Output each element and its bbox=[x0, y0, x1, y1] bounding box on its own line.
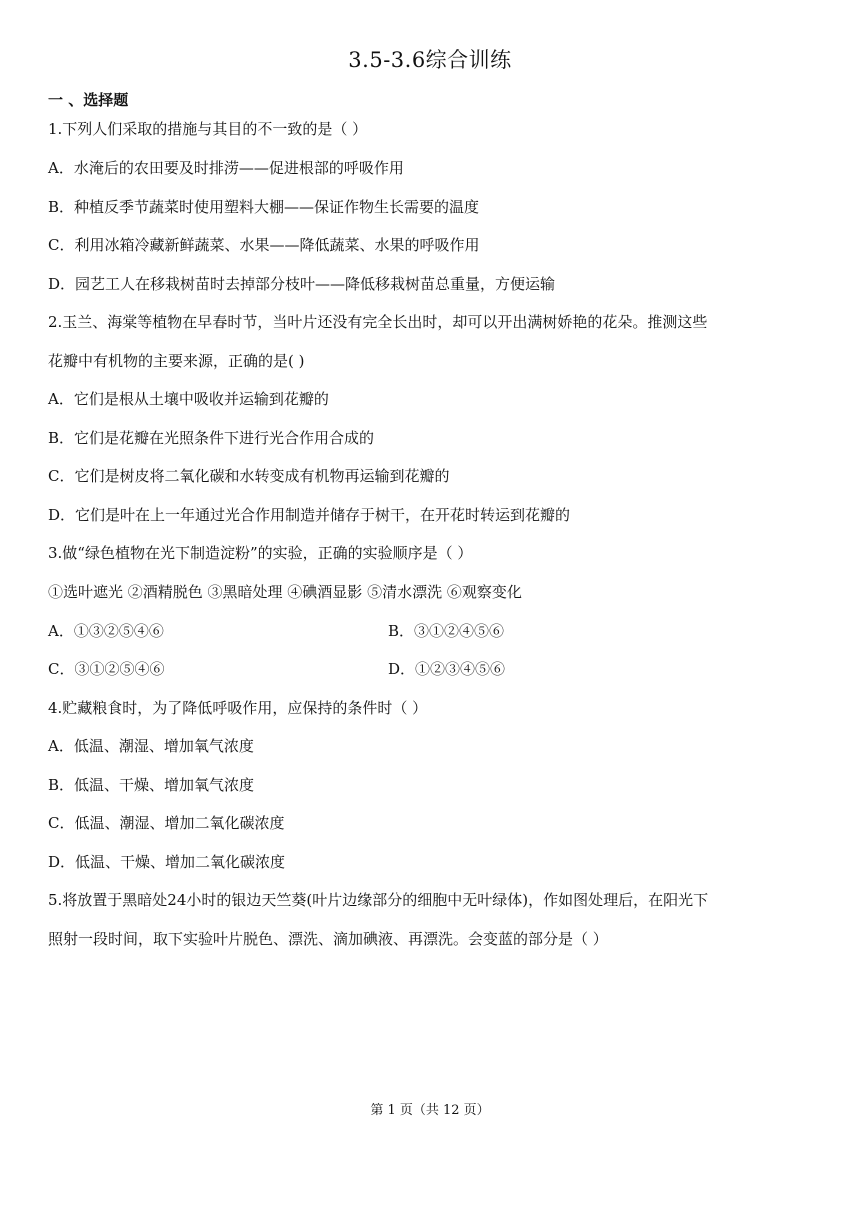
question-1-option-c: C．利用冰箱冷藏新鲜蔬菜、水果——降低蔬菜、水果的呼吸作用 bbox=[48, 236, 480, 254]
question-3-option-c: C．③①②⑤④⑥ bbox=[48, 660, 165, 678]
question-3-steps: ①选叶遮光 ②酒精脱色 ③黑暗处理 ④碘酒显影 ⑤清水漂洗 ⑥观察变化 bbox=[48, 583, 522, 601]
question-5-stem-line-1: 5.将放置于黑暗处24小时的银边天竺葵(叶片边缘部分的细胞中无叶绿体)，作如图处理后，在阳光下 bbox=[48, 891, 709, 909]
question-1-stem: 1.下列人们采取的措施与其目的不一致的是（ ） bbox=[48, 120, 368, 138]
question-4-option-a: A．低温、潮湿、增加氧气浓度 bbox=[48, 737, 254, 755]
question-2-stem-line-1: 2.玉兰、海棠等植物在早春时节，当叶片还没有完全长出时，却可以开出满树娇艳的花朵。推测这些 bbox=[48, 313, 708, 331]
question-4-option-b: B．低温、干燥、增加氧气浓度 bbox=[48, 776, 255, 794]
question-3-option-b: B．③①②④⑤⑥ bbox=[388, 622, 505, 640]
question-1-option-a: A．水淹后的农田要及时排涝——促进根部的呼吸作用 bbox=[48, 159, 404, 177]
question-4-option-d: D．低温、干燥、增加二氧化碳浓度 bbox=[48, 853, 286, 871]
question-2-option-b: B．它们是花瓣在光照条件下进行光合作用合成的 bbox=[48, 429, 375, 447]
question-3-stem: 3.做“绿色植物在光下制造淀粉”的实验，正确的实验顺序是（ ） bbox=[48, 544, 473, 562]
question-1-option-d: D．园艺工人在移栽树苗时去掉部分枝叶——降低移栽树苗总重量，方便运输 bbox=[48, 275, 556, 293]
question-3-option-a: A．①③②⑤④⑥ bbox=[48, 622, 164, 640]
question-1-option-b: B．种植反季节蔬菜时使用塑料大棚——保证作物生长需要的温度 bbox=[48, 198, 480, 216]
question-5-stem-line-2: 照射一段时间，取下实验叶片脱色、漂洗、滴加碘液、再漂洗。会变蓝的部分是（ ） bbox=[48, 930, 608, 948]
question-2-option-a: A．它们是根从土壤中吸收并运输到花瓣的 bbox=[48, 390, 329, 408]
question-3-option-d: D．①②③④⑤⑥ bbox=[388, 660, 506, 678]
section-heading: 一 、选择题 bbox=[48, 91, 129, 109]
question-4-stem: 4.贮藏粮食时，为了降低呼吸作用，应保持的条件时（ ） bbox=[48, 699, 428, 717]
page-title: 3.5-3.6综合训练 bbox=[348, 48, 512, 72]
page-footer: 第 1 页（共 12 页） bbox=[370, 1103, 490, 1118]
question-2-option-d: D．它们是叶在上一年通过光合作用制造并储存于树干，在开花时转运到花瓣的 bbox=[48, 506, 571, 524]
question-4-option-c: C．低温、潮湿、增加二氧化碳浓度 bbox=[48, 814, 285, 832]
question-2-stem-line-2: 花瓣中有机物的主要来源，正确的是( ) bbox=[48, 352, 305, 370]
question-2-option-c: C．它们是树皮将二氧化碳和水转变成有机物再运输到花瓣的 bbox=[48, 467, 450, 485]
